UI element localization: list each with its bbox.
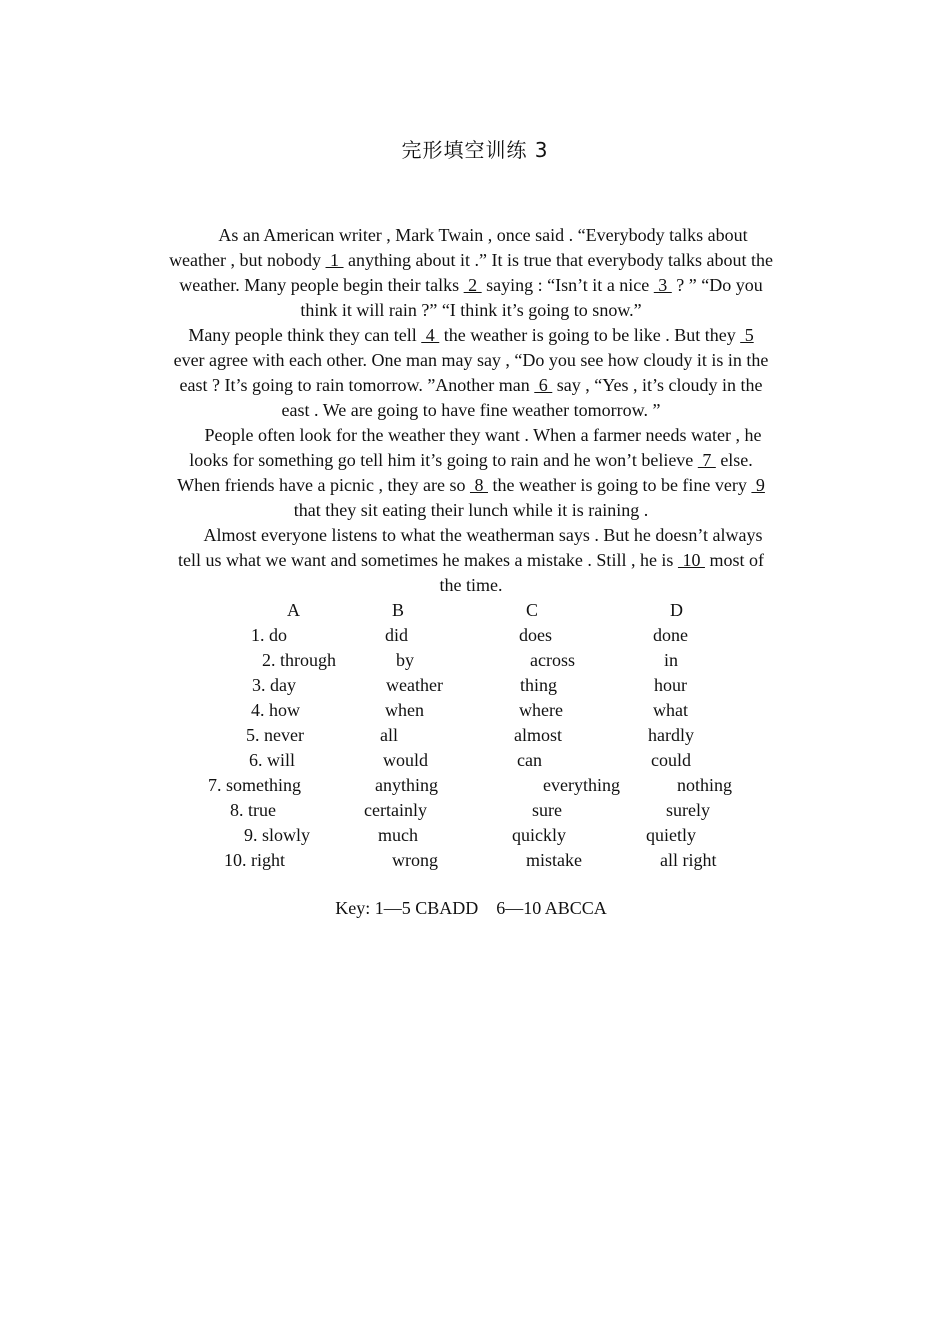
column-header-a: A — [287, 600, 300, 620]
option-d: what — [653, 700, 688, 720]
option-a: 3. day — [252, 675, 296, 695]
blank-1: 1 — [325, 250, 344, 270]
option-d: surely — [666, 800, 710, 820]
passage-text: As an American writer , Mark Twain , once said . “Everybody talks about — [218, 225, 748, 245]
passage-text: say , “Yes , it’s cloudy in the — [552, 375, 763, 395]
passage-text: weather. Many people begin their talks — [179, 275, 464, 295]
option-d: nothing — [677, 775, 733, 795]
passage-text: else. — [715, 450, 753, 470]
passage-line-9 — [0, 423, 950, 448]
passage-text: east . We are going to have fine weather tomorrow. ” — [281, 400, 661, 420]
passage-line-10 — [0, 448, 942, 473]
option-c: can — [517, 750, 542, 770]
passage-line-11 — [0, 473, 942, 498]
passage-text: tell us what we want and sometimes he makes a mistake . Still , he is — [178, 550, 678, 570]
option-b: much — [378, 825, 418, 845]
option-a: 8. true — [230, 800, 276, 820]
passage-line-15 — [0, 573, 942, 598]
option-a: 10. right — [224, 850, 285, 870]
option-c: almost — [514, 725, 562, 745]
option-c: across — [530, 650, 575, 670]
passage-line-5 — [0, 323, 942, 348]
option-b: when — [385, 700, 424, 720]
option-a: 7. something — [208, 775, 301, 795]
column-header-c: C — [526, 600, 539, 620]
option-d: hour — [654, 675, 687, 695]
blank-6: 6 — [534, 375, 553, 395]
option-b: all — [380, 725, 398, 745]
passage-line-7 — [0, 373, 942, 398]
option-c: sure — [532, 800, 562, 820]
passage-text: think it will rain ?” “I think it’s going to snow.” — [300, 300, 642, 320]
passage-line-1 — [0, 223, 950, 248]
page-title: 完形填空训练 3 — [401, 138, 549, 162]
option-a: 1. do — [251, 625, 287, 645]
blank-7: 7 — [697, 450, 716, 470]
option-c: where — [519, 700, 563, 720]
passage-line-14 — [0, 548, 942, 573]
passage-text: looks for something go tell him it’s going to rain and he won’t believe — [189, 450, 698, 470]
passage-text: that they sit eating their lunch while it is raining . — [293, 500, 649, 520]
option-b: certainly — [364, 800, 427, 820]
option-b: did — [385, 625, 409, 645]
blank-8: 8 — [469, 475, 488, 495]
column-header-b: B — [392, 600, 405, 620]
option-b: anything — [375, 775, 438, 795]
column-header-d: D — [670, 600, 683, 620]
option-d: hardly — [648, 725, 694, 745]
blank-3: 3 — [653, 275, 672, 295]
option-a: 6. will — [249, 750, 296, 770]
passage-line-8 — [0, 398, 942, 423]
option-b: weather — [386, 675, 443, 695]
option-b: by — [396, 650, 414, 670]
passage-text: When friends have a picnic , they are so — [177, 475, 470, 495]
option-c: does — [519, 625, 552, 645]
option-a: 5. never — [246, 725, 304, 745]
option-b: would — [383, 750, 428, 770]
passage-text: the weather is going to be like . But they — [439, 325, 741, 345]
option-c: mistake — [526, 850, 582, 870]
option-a: 9. slowly — [244, 825, 311, 845]
option-d: all right — [660, 850, 717, 870]
passage-text: anything about it .” It is true that everybody talks about the — [343, 250, 773, 270]
option-a: 2. through — [262, 650, 336, 670]
passage-line-13 — [0, 523, 950, 548]
passage-text: ? ” “Do you — [671, 275, 763, 295]
option-d: quietly — [646, 825, 696, 845]
passage-line-4 — [0, 298, 942, 323]
passage-text: most of — [704, 550, 764, 570]
passage-text: ever agree with each other. One man may say , “Do you see how cloudy it is in the — [173, 350, 769, 370]
blank-9: 9 — [751, 475, 765, 495]
passage-line-2 — [0, 248, 942, 273]
blank-2: 2 — [463, 275, 482, 295]
passage-line-12 — [0, 498, 942, 523]
blank-10: 10 — [677, 550, 705, 570]
option-d: done — [653, 625, 688, 645]
blank-5: 5 — [740, 325, 754, 345]
passage-text: People often look for the weather they want . When a farmer needs water , he — [204, 425, 762, 445]
option-c: everything — [543, 775, 620, 795]
passage-text: the time. — [439, 575, 503, 595]
blank-4: 4 — [421, 325, 440, 345]
answer-key: Key: 1—5 CBADD 6—10 ABCCA — [335, 898, 607, 918]
option-a: 4. how — [251, 700, 300, 720]
option-b: wrong — [392, 850, 438, 870]
option-c: thing — [520, 675, 558, 695]
passage-text: east ? It’s going to rain tomorrow. ”Another man — [179, 375, 535, 395]
option-c: quickly — [512, 825, 566, 845]
passage-text: Almost everyone listens to what the weatherman says . But he doesn’t always — [203, 525, 763, 545]
passage-text: weather , but nobody — [169, 250, 326, 270]
passage-line-3 — [0, 273, 942, 298]
option-d: in — [664, 650, 679, 670]
passage-text: the weather is going to be fine very — [487, 475, 752, 495]
option-d: could — [651, 750, 691, 770]
passage-line-6 — [0, 348, 942, 373]
passage-text: saying : “Isn’t it a nice — [481, 275, 654, 295]
passage-text: Many people think they can tell — [188, 325, 422, 345]
